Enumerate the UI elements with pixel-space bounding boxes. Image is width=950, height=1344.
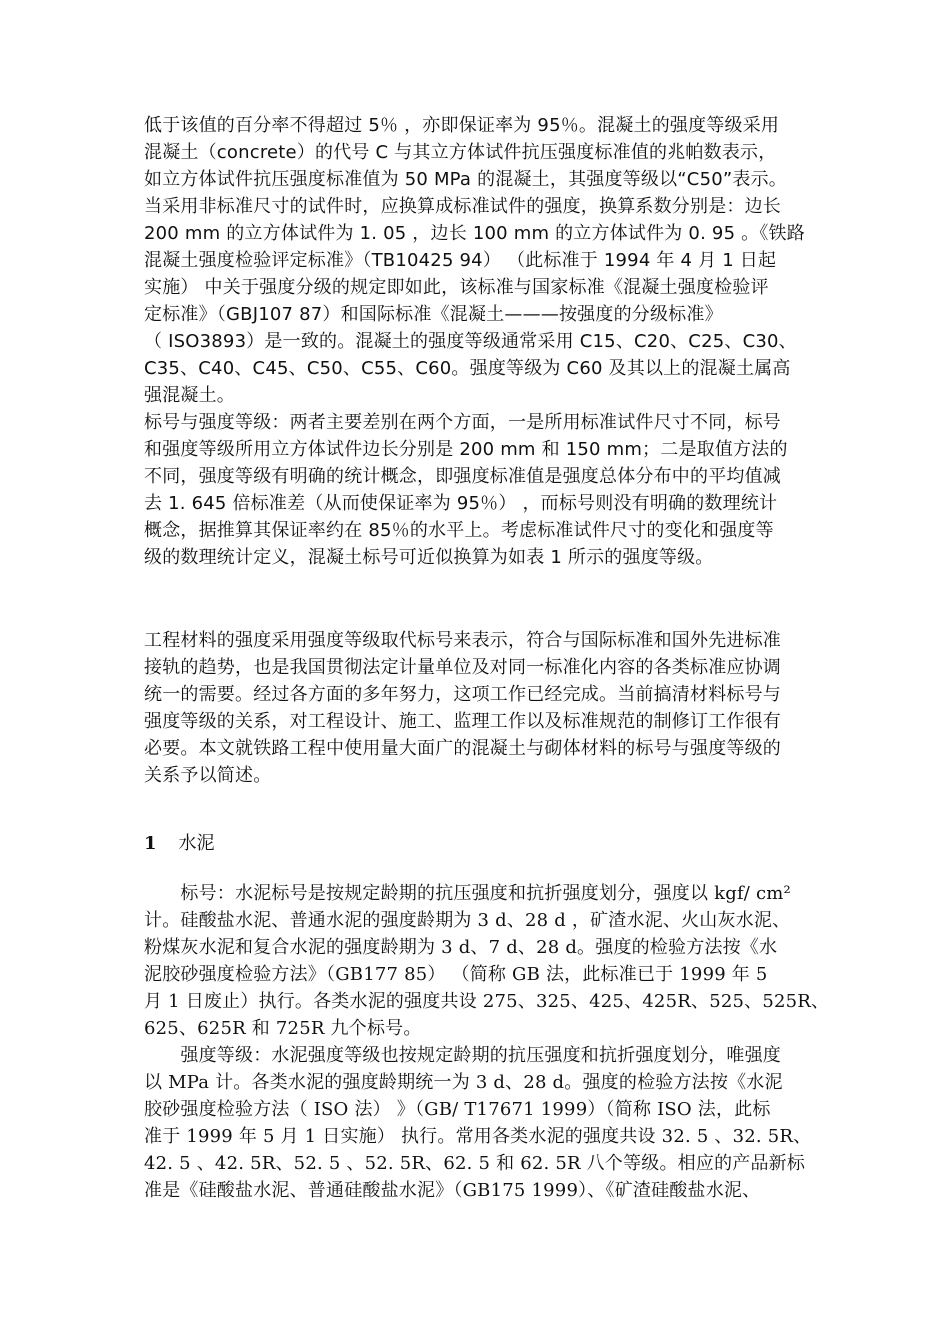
section-title: 水泥 [178,833,215,854]
text-line: 强度等级：水泥强度等级也按规定龄期的抗压强度和抗折强度划分，唯强度 [144,1045,781,1066]
paragraph-introduction [144,627,812,789]
text-line: 定标准》（GBJ107 87）和国际标准《混凝土———按强度的分级标准》 [144,304,723,325]
text-line: 统一的需要。经过各方面的多年努力，这项工作已经完成。当前搞清材料标号与 [144,684,781,705]
text-line: 不同，强度等级有明确的统计概念，即强度标准值是强度总体分布中的平均值减 [144,466,781,487]
text-line: 标号：水泥标号是按规定龄期的抗压强度和抗折强度划分，强度以 kgf/ cm² [144,883,791,904]
text-line: 200 mm 的立方体试件为 1. 05 ，边长 100 mm 的立方体试件为 0. 95 。《铁路 [144,223,805,244]
text-line: 准是《硅酸盐水泥、普通硅酸盐水泥》（GB175 1999）、《矿渣硅酸盐水泥、 [144,1180,761,1201]
text-line: 混凝土强度检验评定标准》（TB10425 94） （此标准于 1994 年 4 月 1 日起 [144,250,777,271]
text-line: 如立方体试件抗压强度标准值为 50 MPa 的混凝土，其强度等级以“C50”表示。 [144,169,787,190]
text-line: C35、C40、C45、C50、C55、C60。强度等级为 C60 及其以上的混凝土属高 [144,358,791,379]
text-line: 以 MPa 计。各类水泥的强度龄期统一为 3 d、28 d。强度的检验方法按《水泥 [144,1072,783,1093]
text-line: 实施） 中关于强度分级的规定即如此，该标准与国家标准《混凝土强度检验评 [144,277,769,298]
paragraph-mark-vs-grade [144,409,812,571]
text-line: 计。硅酸盐水泥、普通水泥的强度龄期为 3 d、28 d ，矿渣水泥、火山灰水泥、 [144,910,791,931]
text-line: 强混凝土。 [144,385,235,406]
text-line: 泥胶砂强度检验方法》（GB177 85） （简称 GB 法，此标准已于 1999 年 5 [144,964,768,985]
text-line: 月 1 日废止）执行。各类水泥的强度共设 275、325、425、425R、525、525R、 [144,991,830,1012]
text-line: 当采用非标准尺寸的试件时，应换算成标准试件的强度，换算系数分别是：边长 [144,196,781,217]
paragraph-cement-mark [144,880,830,1042]
text-line: 准于 1999 年 5 月 1 日实施） 执行。常用各类水泥的强度共设 32. 5 、32. 5R、 [144,1126,812,1147]
text-line: 去 1. 645 倍标准差（从而使保证率为 95％） ，而标号则没有明确的数理统计 [144,493,778,514]
section-number: 1 [144,833,157,854]
paragraph-cement-grade [144,1042,812,1204]
text-line: 工程材料的强度采用强度等级取代标号来表示，符合与国际标准和国外先进标准 [144,630,781,651]
text-line: 和强度等级所用立方体试件边长分别是 200 mm 和 150 mm；二是取值方法的 [144,439,788,460]
text-line: 混凝土（concrete）的代号 C 与其立方体试件抗压强度标准值的兆帕数表示， [144,142,777,163]
text-line: 42. 5 、42. 5R、52. 5 、52. 5R、62. 5 和 62. 5R 八个等级。相应的产品新标 [144,1153,806,1174]
text-line: （ ISO3893）是一致的。混凝土的强度等级通常采用 C15、C20、C25、C30、 [144,331,797,352]
text-line: 必要。本文就铁路工程中使用量大面广的混凝土与砌体材料的标号与强度等级的 [144,738,781,759]
text-line: 625、625R 和 725R 九个标号。 [144,1018,422,1039]
text-line: 标号与强度等级：两者主要差别在两个方面，一是所用标准试件尺寸不同，标号 [144,412,781,433]
text-line: 级的数理统计定义，混凝土标号可近似换算为如表 1 所示的强度等级。 [144,547,714,568]
text-line: 粉煤灰水泥和复合水泥的强度龄期为 3 d、7 d、28 d。强度的检验方法按《水 [144,937,778,958]
text-line: 概念，据推算其保证率约在 85％的水平上。考虑标准试件尺寸的变化和强度等 [144,520,774,541]
text-line: 胶砂强度检验方法（ ISO 法） 》（GB/ T17671 1999）（简称 ISO 法，此标 [144,1099,771,1120]
section-heading-cement [144,832,215,856]
text-line: 接轨的趋势，也是我国贯彻法定计量单位及对同一标准化内容的各类标准应协调 [144,657,781,678]
text-line: 关系予以简述。 [144,765,272,786]
paragraph-concrete-grade [144,112,812,409]
text-line: 低于该值的百分率不得超过 5％ ，亦即保证率为 95％。混凝土的强度等级采用 [144,115,780,136]
text-line: 强度等级的关系，对工程设计、施工、监理工作以及标准规范的制修订工作很有 [144,711,781,732]
